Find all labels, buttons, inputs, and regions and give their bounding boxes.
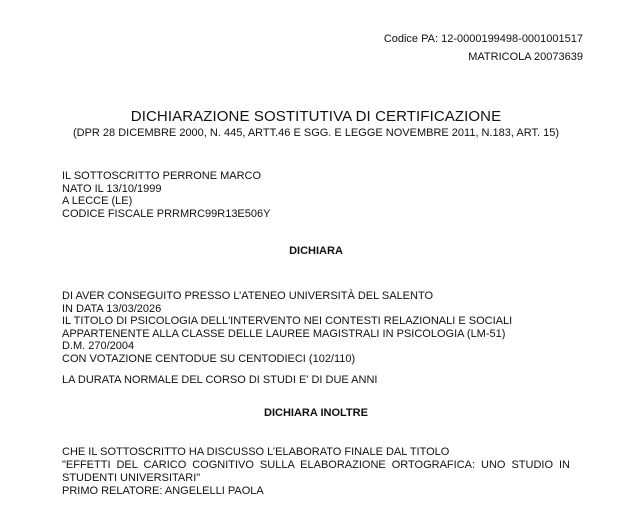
declarant-birthdate: NATO IL 13/10/1999 <box>62 182 162 195</box>
first-supervisor: PRIMO RELATORE: ANGELELLI PAOLA <box>62 485 264 497</box>
declarant-block <box>62 170 270 220</box>
section-heading-dichiara: DICHIARA <box>289 245 343 257</box>
declarant-fiscal-code: CODICE FISCALE PRRMRC99R13E506Y <box>62 207 271 220</box>
declaration-line: D.M. 270/2004 <box>62 340 135 353</box>
declarant-name: IL SOTTOSCRITTO PERRONE MARCO <box>62 170 262 182</box>
thesis-intro: CHE IL SOTTOSCRITTO HA DISCUSSO L’ELABORATO FINALE DAL TITOLO <box>62 446 450 458</box>
course-duration: LA DURATA NORMALE DEL CORSO DI STUDI E' DI DUE ANNI <box>62 374 378 386</box>
section-heading-dichiara-inoltre: DICHIARA INOLTRE <box>264 407 368 419</box>
document-subtitle: (DPR 28 DICEMBRE 2000, N. 445, ARTT.46 E SGG. E LEGGE NOVEMBRE 2011, N.183, ART. 15) <box>72 127 560 139</box>
document-title: DICHIARAZIONE SOSTITUTIVA DI CERTIFICAZIONE <box>130 108 502 125</box>
declaration-line: IN DATA 13/03/2026 <box>62 302 162 315</box>
declaration-line: APPARTENENTE ALLA CLASSE DELLE LAUREE MAGISTRALI IN PSICOLOGIA (LM-51) <box>62 327 506 340</box>
thesis-title-line-1: "EFFETTI DEL CARICO COGNITIVO SULLA ELABORAZIONE ORTOGRAFICA: UNO STUDIO IN <box>62 459 570 471</box>
codice-pa: Codice PA: 12-0000199498-0001001517 <box>383 33 583 45</box>
declaration-line: CON VOTAZIONE CENTODUE SU CENTODIECI (102/110) <box>62 352 356 365</box>
declarant-birthplace: A LECCE (LE) <box>62 195 133 208</box>
thesis-title <box>62 459 570 484</box>
declaration-line: IL TITOLO DI PSICOLOGIA DELL'INTERVENTO NEI CONTESTI RELAZIONALI E SOCIALI <box>62 315 513 328</box>
matricola: MATRICOLA 20073639 <box>468 51 583 63</box>
thesis-title-line-2: STUDENTI UNIVERSITARI" <box>62 471 201 484</box>
declaration-block <box>62 290 512 366</box>
declaration-line: DI AVER CONSEGUITO PRESSO L’ATENEO UNIVERSITÀ DEL SALENTO <box>62 290 434 302</box>
